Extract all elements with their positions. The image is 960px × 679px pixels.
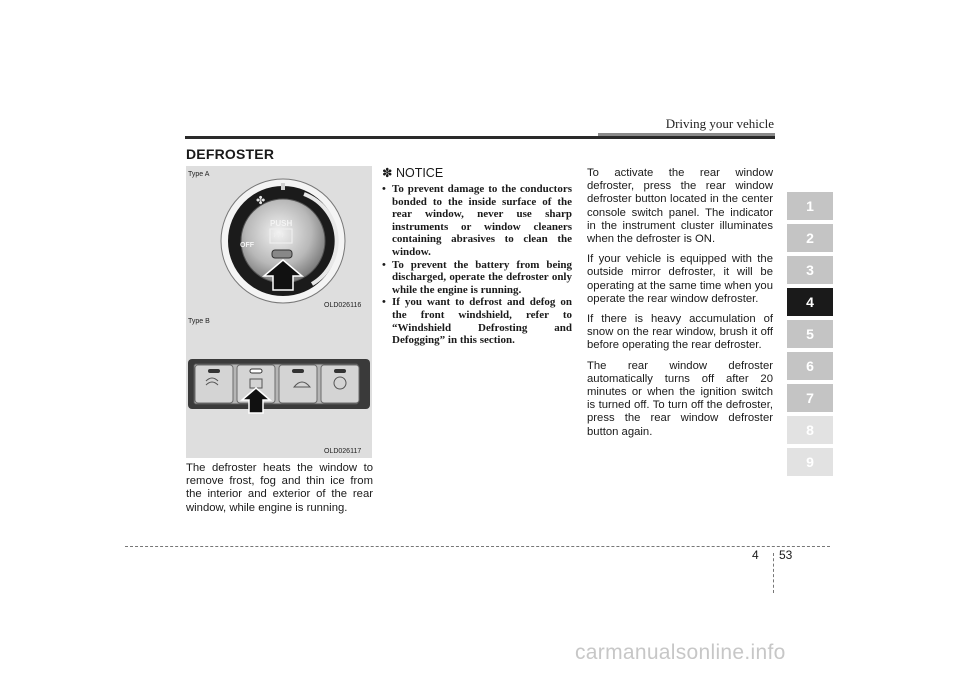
chapter-tab-7[interactable]: 7 bbox=[787, 384, 833, 412]
paragraph: The rear window defroster automatically turns off after 20 minutes or when the ignition switch is turned off. To turn off the defroster, press the rear window defroster button again. bbox=[587, 359, 773, 438]
footer-rule bbox=[125, 546, 830, 547]
figure-type-a bbox=[186, 166, 372, 313]
figure-type-a-code: OLD026116 bbox=[324, 302, 362, 309]
notice-list bbox=[382, 183, 572, 347]
header-rule bbox=[185, 136, 775, 139]
notice-item: • To prevent the battery from being discharged, operate the defroster only while the engine is running. bbox=[382, 259, 572, 297]
section-title: Driving your vehicle bbox=[665, 116, 774, 131]
intro-paragraph: The defroster heats the window to remove frost, fog and thin ice from the interior and exterior of the rear window, while engine is running. bbox=[186, 462, 373, 514]
chapter-tab-4[interactable]: 4 bbox=[787, 288, 833, 316]
off-text: OFF bbox=[240, 242, 254, 249]
right-column bbox=[587, 167, 773, 446]
paragraph: If your vehicle is equipped with the outside mirror defroster, it will be operating at the same time when you operate the rear window defroster. bbox=[587, 253, 773, 305]
header-rule-accent bbox=[598, 133, 775, 136]
paragraph: If there is heavy accumulation of snow on the rear window, brush it off before operating the rear defroster. bbox=[587, 313, 773, 352]
footer-divider bbox=[773, 553, 774, 593]
notice-item: • If you want to defrost and defog on the front windshield, refer to “Windshield Defrosting and Defogging” in this section. bbox=[382, 296, 572, 346]
push-text: PUSH bbox=[270, 219, 293, 228]
chapter-tab-5[interactable]: 5 bbox=[787, 320, 833, 348]
figure-type-b-label: Type B bbox=[188, 318, 210, 325]
footer-page-number: 53 bbox=[779, 548, 793, 562]
intro-paragraph-block bbox=[186, 462, 373, 522]
defroster-knob-illustration bbox=[186, 166, 372, 313]
chapter-tab-3[interactable]: 3 bbox=[787, 256, 833, 284]
figure-type-a-label: Type A bbox=[188, 171, 210, 178]
notice-title: ✽ NOTICE bbox=[382, 166, 444, 180]
chapter-tab-2[interactable]: 2 bbox=[787, 224, 833, 252]
footer-chapter-number: 4 bbox=[752, 548, 759, 562]
switch-panel-illustration bbox=[186, 313, 372, 458]
chapter-tab-8[interactable]: 8 bbox=[787, 416, 833, 444]
page-heading: DEFROSTER bbox=[186, 146, 275, 162]
chapter-tab-6[interactable]: 6 bbox=[787, 352, 833, 380]
paragraph: To activate the rear window defroster, press the rear window defroster button located in the center console switch panel. The indicator in the instrument cluster illuminates when the defroster is ON. bbox=[587, 167, 773, 246]
watermark: carmanualsonline.info bbox=[575, 641, 786, 664]
notice-box bbox=[382, 165, 572, 347]
notice-item: • To prevent damage to the conductors bonded to the inside surface of the rear window, never use sharp instruments or window cleaners containing abrasives to clean the window. bbox=[382, 183, 572, 259]
chapter-tabs bbox=[787, 192, 833, 480]
figure-type-b-code: OLD026117 bbox=[324, 448, 362, 455]
chapter-tab-1[interactable]: 1 bbox=[787, 192, 833, 220]
figure-type-b bbox=[186, 313, 372, 458]
fan-icon: ✤ bbox=[256, 194, 266, 207]
chapter-tab-9[interactable]: 9 bbox=[787, 448, 833, 476]
